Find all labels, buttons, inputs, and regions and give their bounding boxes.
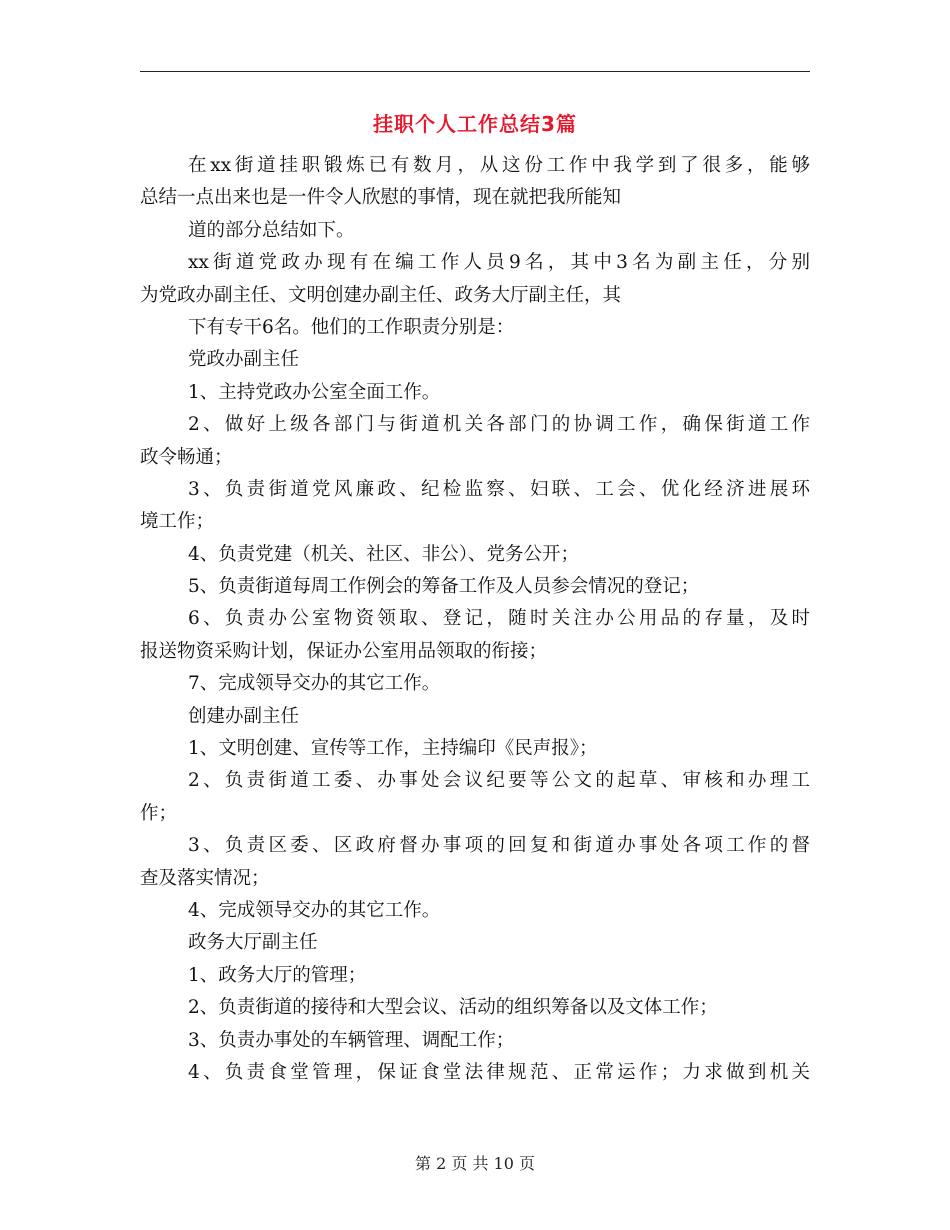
section-heading: 政务大厅副主任 [188, 932, 318, 954]
body-line: xx街道党政办现有在编工作人员9名，其中3名为副主任，分别 [188, 252, 810, 274]
section-heading: 创建办副主任 [188, 705, 300, 727]
section-heading: 党政办副主任 [188, 349, 300, 371]
header-rule [140, 71, 810, 72]
body-line: 下有专干6名。他们的工作职责分别是： [188, 316, 515, 338]
body-line: 道的部分总结如下。 [188, 219, 355, 241]
body-line: 总结一点出来也是一件令人欣慰的事情，现在就把我所能知 [140, 187, 622, 209]
body-line: 报送物资采购计划，保证办公室用品领取的衔接； [140, 640, 548, 662]
document-title: 挂职个人工作总结3篇 [373, 112, 577, 136]
body-line: 5、负责街道每周工作例会的筹备工作及人员参会情况的登记； [188, 576, 700, 598]
body-line: 1、主持党政办公室全面工作。 [188, 381, 441, 403]
page-number: 第 2 页 共 10 页 [415, 1154, 535, 1173]
document-body [140, 150, 810, 1089]
body-line: 3、负责区委、区政府督办事项的回复和街道办事处各项工作的督 [188, 835, 810, 857]
body-line: 3、负责办事处的车辆管理、调配工作； [188, 1029, 515, 1051]
body-line: 作； [140, 802, 178, 824]
body-line: 2、负责街道的接待和大型会议、活动的组织筹备以及文体工作； [188, 997, 718, 1019]
body-line: 4、负责党建（机关、社区、非公）、党务公开； [188, 543, 580, 565]
body-line: 2、负责街道工委、办事处会议纪要等公文的起草、审核和办理工 [188, 770, 810, 792]
body-line: 1、文明创建、宣传等工作，主持编印《民声报》； [188, 738, 598, 760]
body-line: 境工作； [140, 511, 215, 533]
body-line: 6、负责办公室物资领取、登记，随时关注办公用品的存量，及时 [188, 608, 810, 630]
body-line: 7、完成领导交办的其它工作。 [188, 673, 441, 695]
body-line: 4、负责食堂管理，保证食堂法律规范、正常运作；力求做到机关 [188, 1061, 810, 1083]
body-line: 2、做好上级各部门与街道机关各部门的协调工作，确保街道工作 [188, 414, 810, 436]
body-line: 1、政务大厅的管理； [188, 964, 367, 986]
body-line: 3、负责街道党风廉政、纪检监察、妇联、工会、优化经济进展环 [188, 478, 810, 500]
body-line: 查及落实情况； [140, 867, 270, 889]
body-line: 在xx街道挂职锻炼已有数月，从这份工作中我学到了很多，能够 [188, 155, 810, 176]
body-line: 为党政办副主任、文明创建办副主任、政务大厅副主任，其 [140, 284, 622, 306]
body-line: 4、完成领导交办的其它工作。 [188, 899, 441, 921]
body-line: 政令畅通； [140, 446, 233, 468]
